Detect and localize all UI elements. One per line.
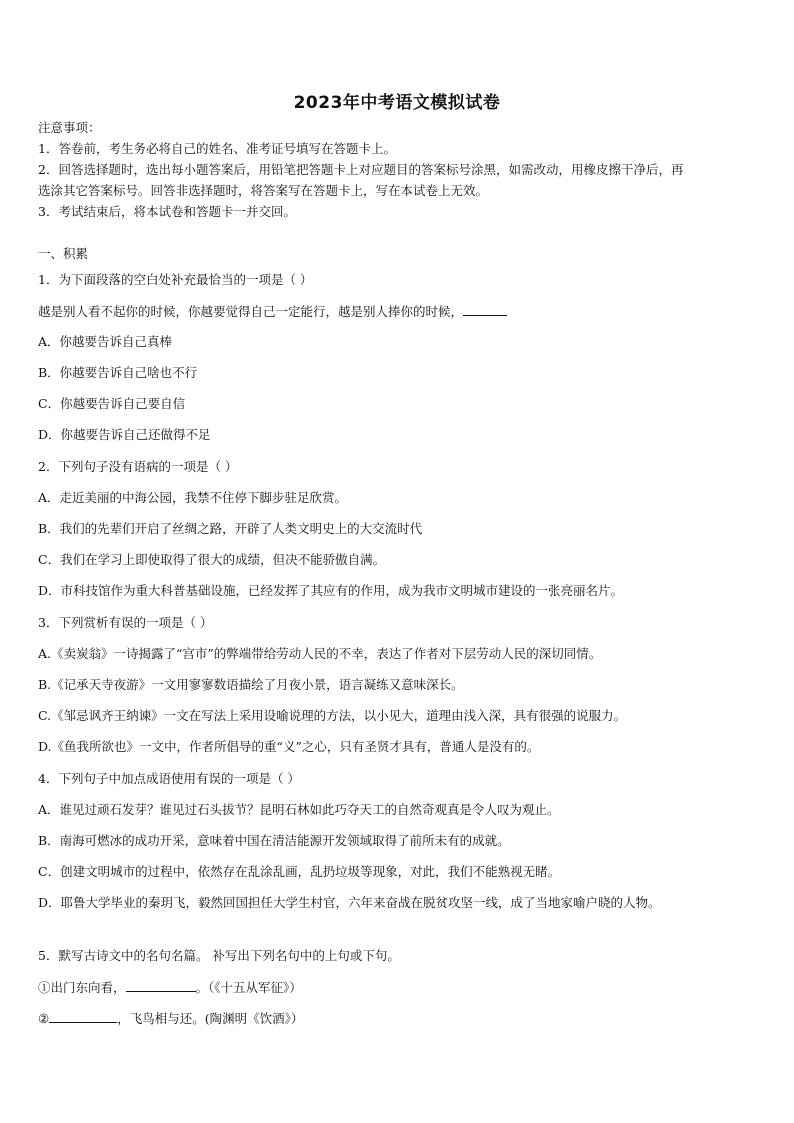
question-2-option-b: B．我们的先辈们开启了丝绸之路，开辟了人类文明史上的大交流时代 — [38, 521, 423, 536]
line-1-prefix: ①出门东向看， — [38, 980, 126, 995]
section-heading: 一、积累 — [38, 246, 89, 261]
question-5-line-2 — [38, 1010, 303, 1027]
question-1-option-b: B．你越要告诉自己啥也不行 — [38, 365, 198, 380]
question-1-option-c: C．你越要告诉自己要自信 — [38, 396, 186, 411]
passage-text: 越是别人看不起你的时候，你越要觉得自己一定能行，越是别人捧你的时候， — [38, 304, 464, 319]
notice-item: 3．考试结束后，将本试卷和答题卡一并交回。 — [38, 204, 296, 219]
question-3-option-c: C.《邹忌讽齐王纳谏》一文在写法上采用设喻说理的方法，以小见大，道理由浅入深，具有很强的说服力。 — [38, 708, 627, 723]
question-1-option-d: D．你越要告诉自己还做得不足 — [38, 427, 211, 442]
question-4-option-a: A．谁见过顽石发芽？谁见过石头拔节？昆明石林如此巧夺天工的自然奇观真是令人叹为观止。 — [38, 802, 560, 817]
question-2-option-a: A．走近美丽的中海公园，我禁不住停下脚步驻足欣赏。 — [38, 490, 348, 505]
notice-item: 选涂其它答案标号。回答非选择题时，将答案写在答题卡上，写在本试卷上无效。 — [38, 183, 489, 198]
question-2-stem: 2．下列句子没有语病的一项是（ ） — [38, 459, 238, 474]
answer-blank — [126, 979, 196, 992]
answer-blank — [463, 303, 507, 316]
answer-blank — [49, 1010, 117, 1023]
question-4-option-d: D．耶鲁大学毕业的秦玥飞，毅然回国担任大学生村官，六年来奋战在脱贫攻坚一线，成了当地家喻户晓的人物。 — [38, 895, 661, 910]
question-4-stem: 4．下列句子中加点成语使用有误的一项是（ ） — [38, 771, 300, 786]
notice-item: 1．答卷前，考生务必将自己的姓名、准考证号填写在答题卡上。 — [38, 141, 396, 156]
question-1-option-a: A．你越要告诉自己真棒 — [38, 334, 173, 349]
question-4-option-b: B．南海可燃冰的成功开采，意味着中国在清洁能源开发领域取得了前所未有的成就。 — [38, 833, 510, 848]
question-4-option-c: C．创建文明城市的过程中，依然存在乱涂乱画，乱扔垃圾等现象，对此，我们不能熟视无睹。 — [38, 864, 561, 879]
question-5-line-1 — [38, 979, 302, 996]
question-2-option-d: D．市科技馆作为重大科普基础设施，已经发挥了其应有的作用，成为我市文明城市建设的一张亮丽名片。 — [38, 583, 624, 598]
question-1-stem: 1．为下面段落的空白处补充最恰当的一项是（ ） — [38, 272, 313, 287]
question-2-option-c: C．我们在学习上即使取得了很大的成绩，但决不能骄傲自满。 — [38, 552, 386, 567]
line-2-prefix: ② — [38, 1011, 50, 1026]
question-3-stem: 3．下列赏析有误的一项是（ ） — [38, 615, 213, 630]
question-3-option-b: B.《记承天寺夜游》一文用寥寥数语描绘了月夜小景，语言凝练又意味深长。 — [38, 677, 464, 692]
notice-item: 2．回答选择题时，选出每小题答案后，用铅笔把答题卡上对应题目的答案标号涂黑，如需改动，用橡皮擦干净后，再 — [38, 162, 684, 177]
question-5-stem: 5．默写古诗文中的名句名篇。 补写出下列名句中的上句或下句。 — [38, 948, 400, 963]
question-1-passage — [38, 303, 507, 320]
notice-heading: 注意事项： — [38, 120, 101, 135]
question-3-option-a: A.《卖炭翁》一诗揭露了“宫市”的弊端带给劳动人民的不幸，表达了作者对下层劳动人民的深切同情。 — [38, 646, 602, 661]
line-1-suffix: 。（《十五从军征》） — [195, 980, 302, 995]
line-2-suffix: ，飞鸟相与还。(陶渊明《饮酒》） — [117, 1011, 304, 1026]
page-title: 2023年中考语文模拟试卷 — [293, 93, 501, 113]
question-3-option-d: D.《鱼我所欲也》一文中，作者所倡导的重“义”之心，只有圣贤才具有，普通人是没有的。 — [38, 739, 540, 754]
